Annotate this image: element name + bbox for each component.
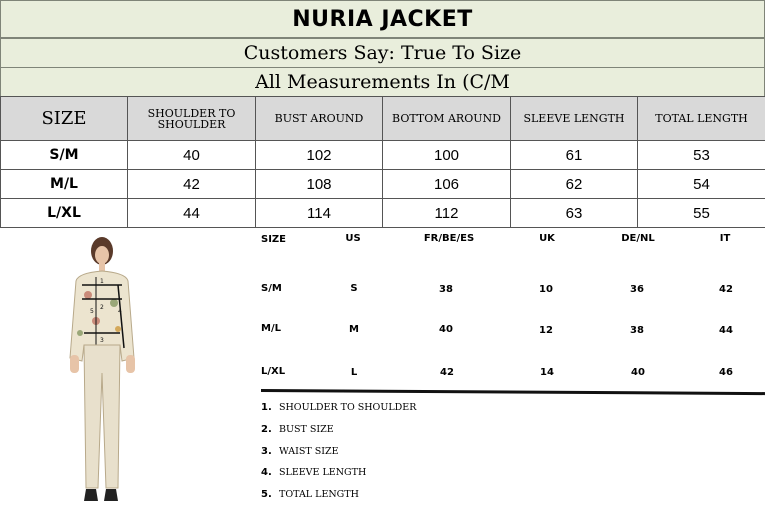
size-chart-table	[0, 96, 765, 228]
header-shoulder: SHOULDER TO SHOULDER	[128, 97, 256, 141]
conversion-size-cell: M/L	[261, 323, 281, 334]
conversion-us-cell: M	[349, 324, 359, 335]
figure-marker: 2	[100, 304, 104, 311]
model-neck	[99, 263, 105, 271]
conversion-fr-cell: 40	[439, 324, 453, 335]
conversion-us-cell: S	[350, 283, 358, 294]
shoulder-cell: 40	[128, 141, 256, 170]
legend-label: TOTAL LENGTH	[279, 489, 359, 500]
legend-number: 2.	[261, 424, 272, 435]
conversion-header-size: SIZE	[261, 234, 287, 245]
header-bottom: BOTTOM AROUND	[383, 97, 511, 141]
legend-item	[261, 424, 461, 435]
trousers	[84, 345, 120, 488]
conversion-header-uk: UK	[539, 233, 555, 244]
shoulder-cell: 42	[128, 170, 256, 199]
legend-number: 5.	[261, 489, 272, 500]
conversion-it-cell: 46	[719, 367, 733, 378]
legend-label: WAIST SIZE	[279, 446, 339, 457]
conversion-header-fr-be-es: FR/BE/ES	[423, 233, 475, 244]
total-cell: 54	[638, 170, 765, 199]
shoulder-cell: 44	[128, 199, 256, 228]
table-row	[1, 170, 765, 199]
model-shoe	[104, 489, 118, 501]
measurement-unit-banner	[0, 67, 765, 97]
legend-number: 4.	[261, 467, 272, 478]
bust-cell: 108	[256, 170, 383, 199]
figure-marker: 1	[100, 278, 104, 285]
jacket-print	[77, 330, 83, 336]
conversion-fr-cell: 38	[439, 284, 453, 295]
conversion-header-us: US	[345, 233, 361, 244]
total-cell: 55	[638, 199, 765, 228]
conversion-uk-cell: 10	[539, 284, 553, 295]
model-face	[95, 246, 109, 264]
sleeve-cell: 61	[511, 141, 638, 170]
jacket-print	[110, 299, 118, 307]
legend-number: 3.	[261, 446, 272, 457]
conversion-fr-cell: 42	[440, 367, 454, 378]
size-cell: M/L	[1, 170, 128, 199]
total-cell: 53	[638, 141, 765, 170]
model-hand	[126, 355, 135, 373]
model-hand	[70, 355, 79, 373]
legend-item	[261, 402, 461, 413]
legend-label: BUST SIZE	[279, 424, 334, 435]
figure-marker: 5	[90, 308, 94, 315]
conversion-de-cell: 38	[630, 325, 644, 336]
conversion-header-de-nl: DE/NL	[621, 233, 655, 244]
figure-marker: 3	[100, 337, 104, 344]
jacket-print	[84, 291, 92, 299]
header-total: TOTAL LENGTH	[638, 97, 765, 141]
conversion-uk-cell: 14	[540, 367, 554, 378]
measurement-unit-note: All Measurements In (C/M	[255, 71, 510, 93]
page-title: NURIA JACKET	[292, 6, 473, 32]
bottom-cell: 106	[383, 170, 511, 199]
legend-item	[261, 467, 461, 478]
conversion-header-it: IT	[719, 233, 731, 244]
size-chart-header-row	[1, 97, 765, 141]
table-row	[1, 141, 765, 170]
bust-cell: 114	[256, 199, 383, 228]
section-divider	[261, 389, 765, 395]
header-bust: BUST AROUND	[256, 97, 383, 141]
sleeve-cell: 63	[511, 199, 638, 228]
model-figure	[56, 233, 148, 518]
conversion-de-cell: 36	[630, 284, 644, 295]
conversion-us-cell: L	[350, 367, 358, 378]
conversion-size-cell: L/XL	[261, 366, 286, 377]
legend-label: SLEEVE LENGTH	[279, 467, 367, 478]
legend-item	[261, 489, 461, 500]
jacket-print	[115, 326, 121, 332]
conversion-it-cell: 44	[719, 325, 733, 336]
legend-item	[261, 446, 461, 457]
sleeve-cell: 62	[511, 170, 638, 199]
bottom-cell: 112	[383, 199, 511, 228]
size-cell: L/XL	[1, 199, 128, 228]
table-row	[1, 199, 765, 228]
bust-cell: 102	[256, 141, 383, 170]
figure-marker: 4	[118, 308, 122, 315]
header-sleeve: SLEEVE LENGTH	[511, 97, 638, 141]
conversion-size-cell: S/M	[261, 283, 282, 294]
fit-note-banner	[0, 38, 765, 68]
legend-label: SHOULDER TO SHOULDER	[279, 402, 417, 413]
conversion-uk-cell: 12	[539, 325, 553, 336]
fit-note: Customers Say: True To Size	[243, 42, 522, 64]
legend-number: 1.	[261, 402, 272, 413]
size-cell: S/M	[1, 141, 128, 170]
model-shoe	[84, 489, 98, 501]
conversion-de-cell: 40	[631, 367, 645, 378]
header-size: SIZE	[1, 97, 128, 141]
bottom-cell: 100	[383, 141, 511, 170]
page-title-banner	[0, 0, 765, 38]
conversion-it-cell: 42	[719, 284, 733, 295]
